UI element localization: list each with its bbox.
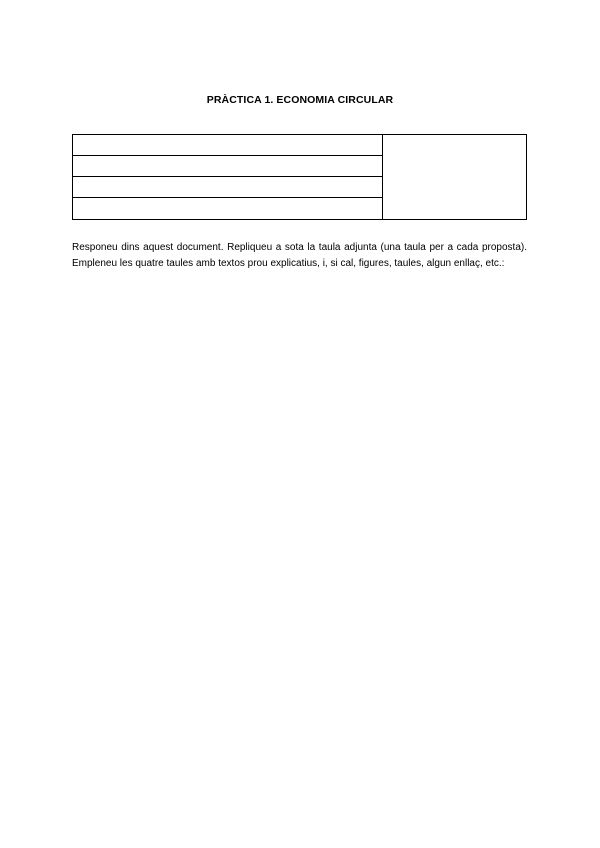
header-table-row[interactable]	[73, 177, 382, 198]
header-table-row[interactable]	[73, 198, 382, 219]
page-title: PRÀCTICA 1. ECONOMIA CIRCULAR	[206, 94, 394, 106]
header-table-left-column	[73, 135, 383, 219]
header-table	[72, 134, 527, 220]
header-table-row[interactable]	[73, 135, 382, 156]
header-table-side-cell[interactable]	[383, 135, 526, 219]
instructions-paragraph: Responeu dins aquest document. Repliqueu a sota la taula adjunta (una taula per a cada proposta). Empleneu les quatre taules amb textos prou explicatius, i, si cal, figures, taules, algun enllaç, etc.:	[72, 242, 527, 269]
header-table-row[interactable]	[73, 156, 382, 177]
